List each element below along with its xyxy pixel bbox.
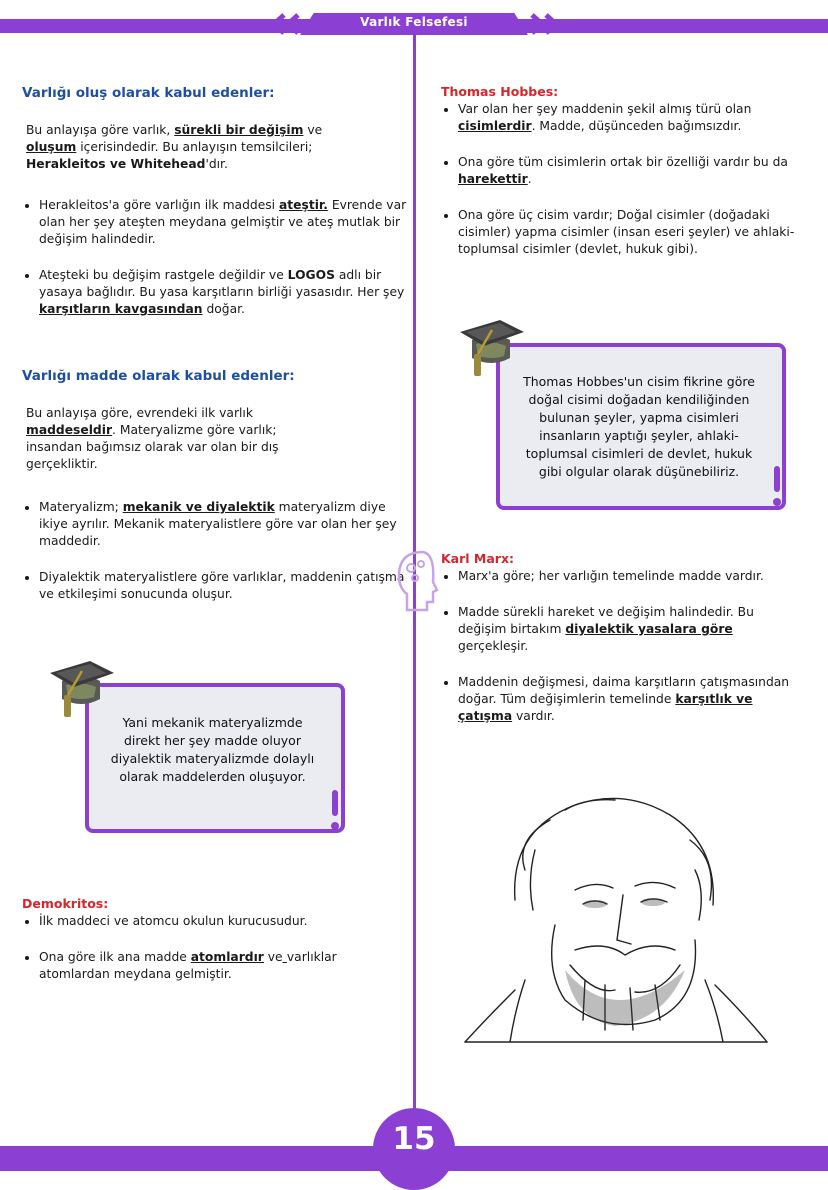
list-item: • Ona göre ilk ana madde atomlardır ve varlıklar atomlardan meydana gelmiştir. <box>39 949 407 983</box>
demokritos-bullet-list <box>22 913 407 1002</box>
demokritos-heading: Demokritos: <box>22 896 109 911</box>
chevron-right-icon <box>524 13 562 35</box>
list-item: • Var olan her şey maddenin şekil almış türü olan cisimlerdir. Madde, düşünceden bağımsızdır. <box>458 101 803 135</box>
section-heading-madde: Varlığı madde olarak kabul edenler: <box>22 368 295 384</box>
head-profile-icon <box>393 548 439 614</box>
page-number: 15 <box>392 1121 436 1157</box>
marx-bullet-list <box>441 568 803 744</box>
karl-marx-portrait <box>455 780 775 1055</box>
madde-intro: Bu anlayışa göre, evrendeki ilk varlık maddeseldir. Materyalizme göre varlık; insandan bağımsız olarak var olan bir dış gerçekliktir. <box>26 406 279 471</box>
madde-bullet-list <box>22 499 407 622</box>
section-heading-olus: Varlığı oluş olarak kabul edenler: <box>22 85 275 101</box>
olus-bullet-list <box>22 197 407 337</box>
graduation-cap-icon <box>48 655 116 721</box>
list-item: • Ona göre tüm cisimlerin ortak bir özelliği vardır bu da harekettir. <box>458 154 803 188</box>
list-item: • Diyalektik materyalistlere göre varlıklar, maddenin çatışma ve etkileşimi sonucunda oluşur. <box>39 569 407 603</box>
graduation-cap-icon <box>458 314 526 380</box>
hobbes-heading: Thomas Hobbes: <box>441 84 559 99</box>
list-item: • Materyalizm; mekanik ve diyalektik materyalizm diye ikiye ayrılır. Mekanik materyalistlere göre var olan her şey maddedir. <box>39 499 407 550</box>
marx-heading: Karl Marx: <box>441 551 515 566</box>
list-item: • Ateşteki bu değişim rastgele değildir ve LOGOS adlı bir yasaya bağlıdır. Bu yasa karşıtların birliği yasasıdır. Her şey karşıtların kavgasından doğar. <box>39 267 407 318</box>
list-item: • İlk maddeci ve atomcu okulun kurucusudur. <box>39 913 407 930</box>
list-item: • Ona göre üç cisim vardır; Doğal cisimler (doğadaki cisimler) yapma cisimler (insan eseri şeyler) ve ahlaki-toplumsal cisimler (devlet, hukuk gibi). <box>458 207 803 258</box>
exclamation-icon <box>330 790 340 832</box>
hobbes-bullet-list <box>441 101 803 277</box>
note-text-hobbes: Thomas Hobbes'un cisim fikrine göre doğal cisimi doğadan kendiliğinden bulunan şeyler, yapma cisimleri insanların yaptığı şeyler, ahlaki-toplumsal cisimleri de devlet, hukuk gibi olgular olarak düşünebiliriz. <box>523 374 755 479</box>
olus-intro: Bu anlayışa göre varlık, sürekli bir değişim ve oluşum içerisindedir. Bu anlayışın temsilcileri; Herakleitos ve Whitehead'dır. <box>26 123 323 171</box>
page-title: Varlık Felsefesi <box>360 15 468 29</box>
list-item: • Marx'a göre; her varlığın temelinde madde vardır. <box>458 568 803 585</box>
list-item: • Madde sürekli hareket ve değişim halindedir. Bu değişim birtakım diyalektik yasalara göre gerçekleşir. <box>458 604 803 655</box>
list-item: • Maddenin değişmesi, daima karşıtların çatışmasından doğar. Tüm değişimlerin temelinde karşıtlık ve çatışma vardır. <box>458 674 803 725</box>
note-text-materyalizm: Yani mekanik materyalizmde direkt her şey madde oluyor diyalektik materyalizmde dolaylı olarak maddelerden oluşuyor. <box>110 715 315 784</box>
exclamation-icon <box>772 466 782 508</box>
list-item: • Herakleitos'a göre varlığın ilk maddesi ateştir. Evrende var olan her şey ateşten meydana gelmiştir ve ateş mutlak bir değişim halindedir. <box>39 197 407 248</box>
